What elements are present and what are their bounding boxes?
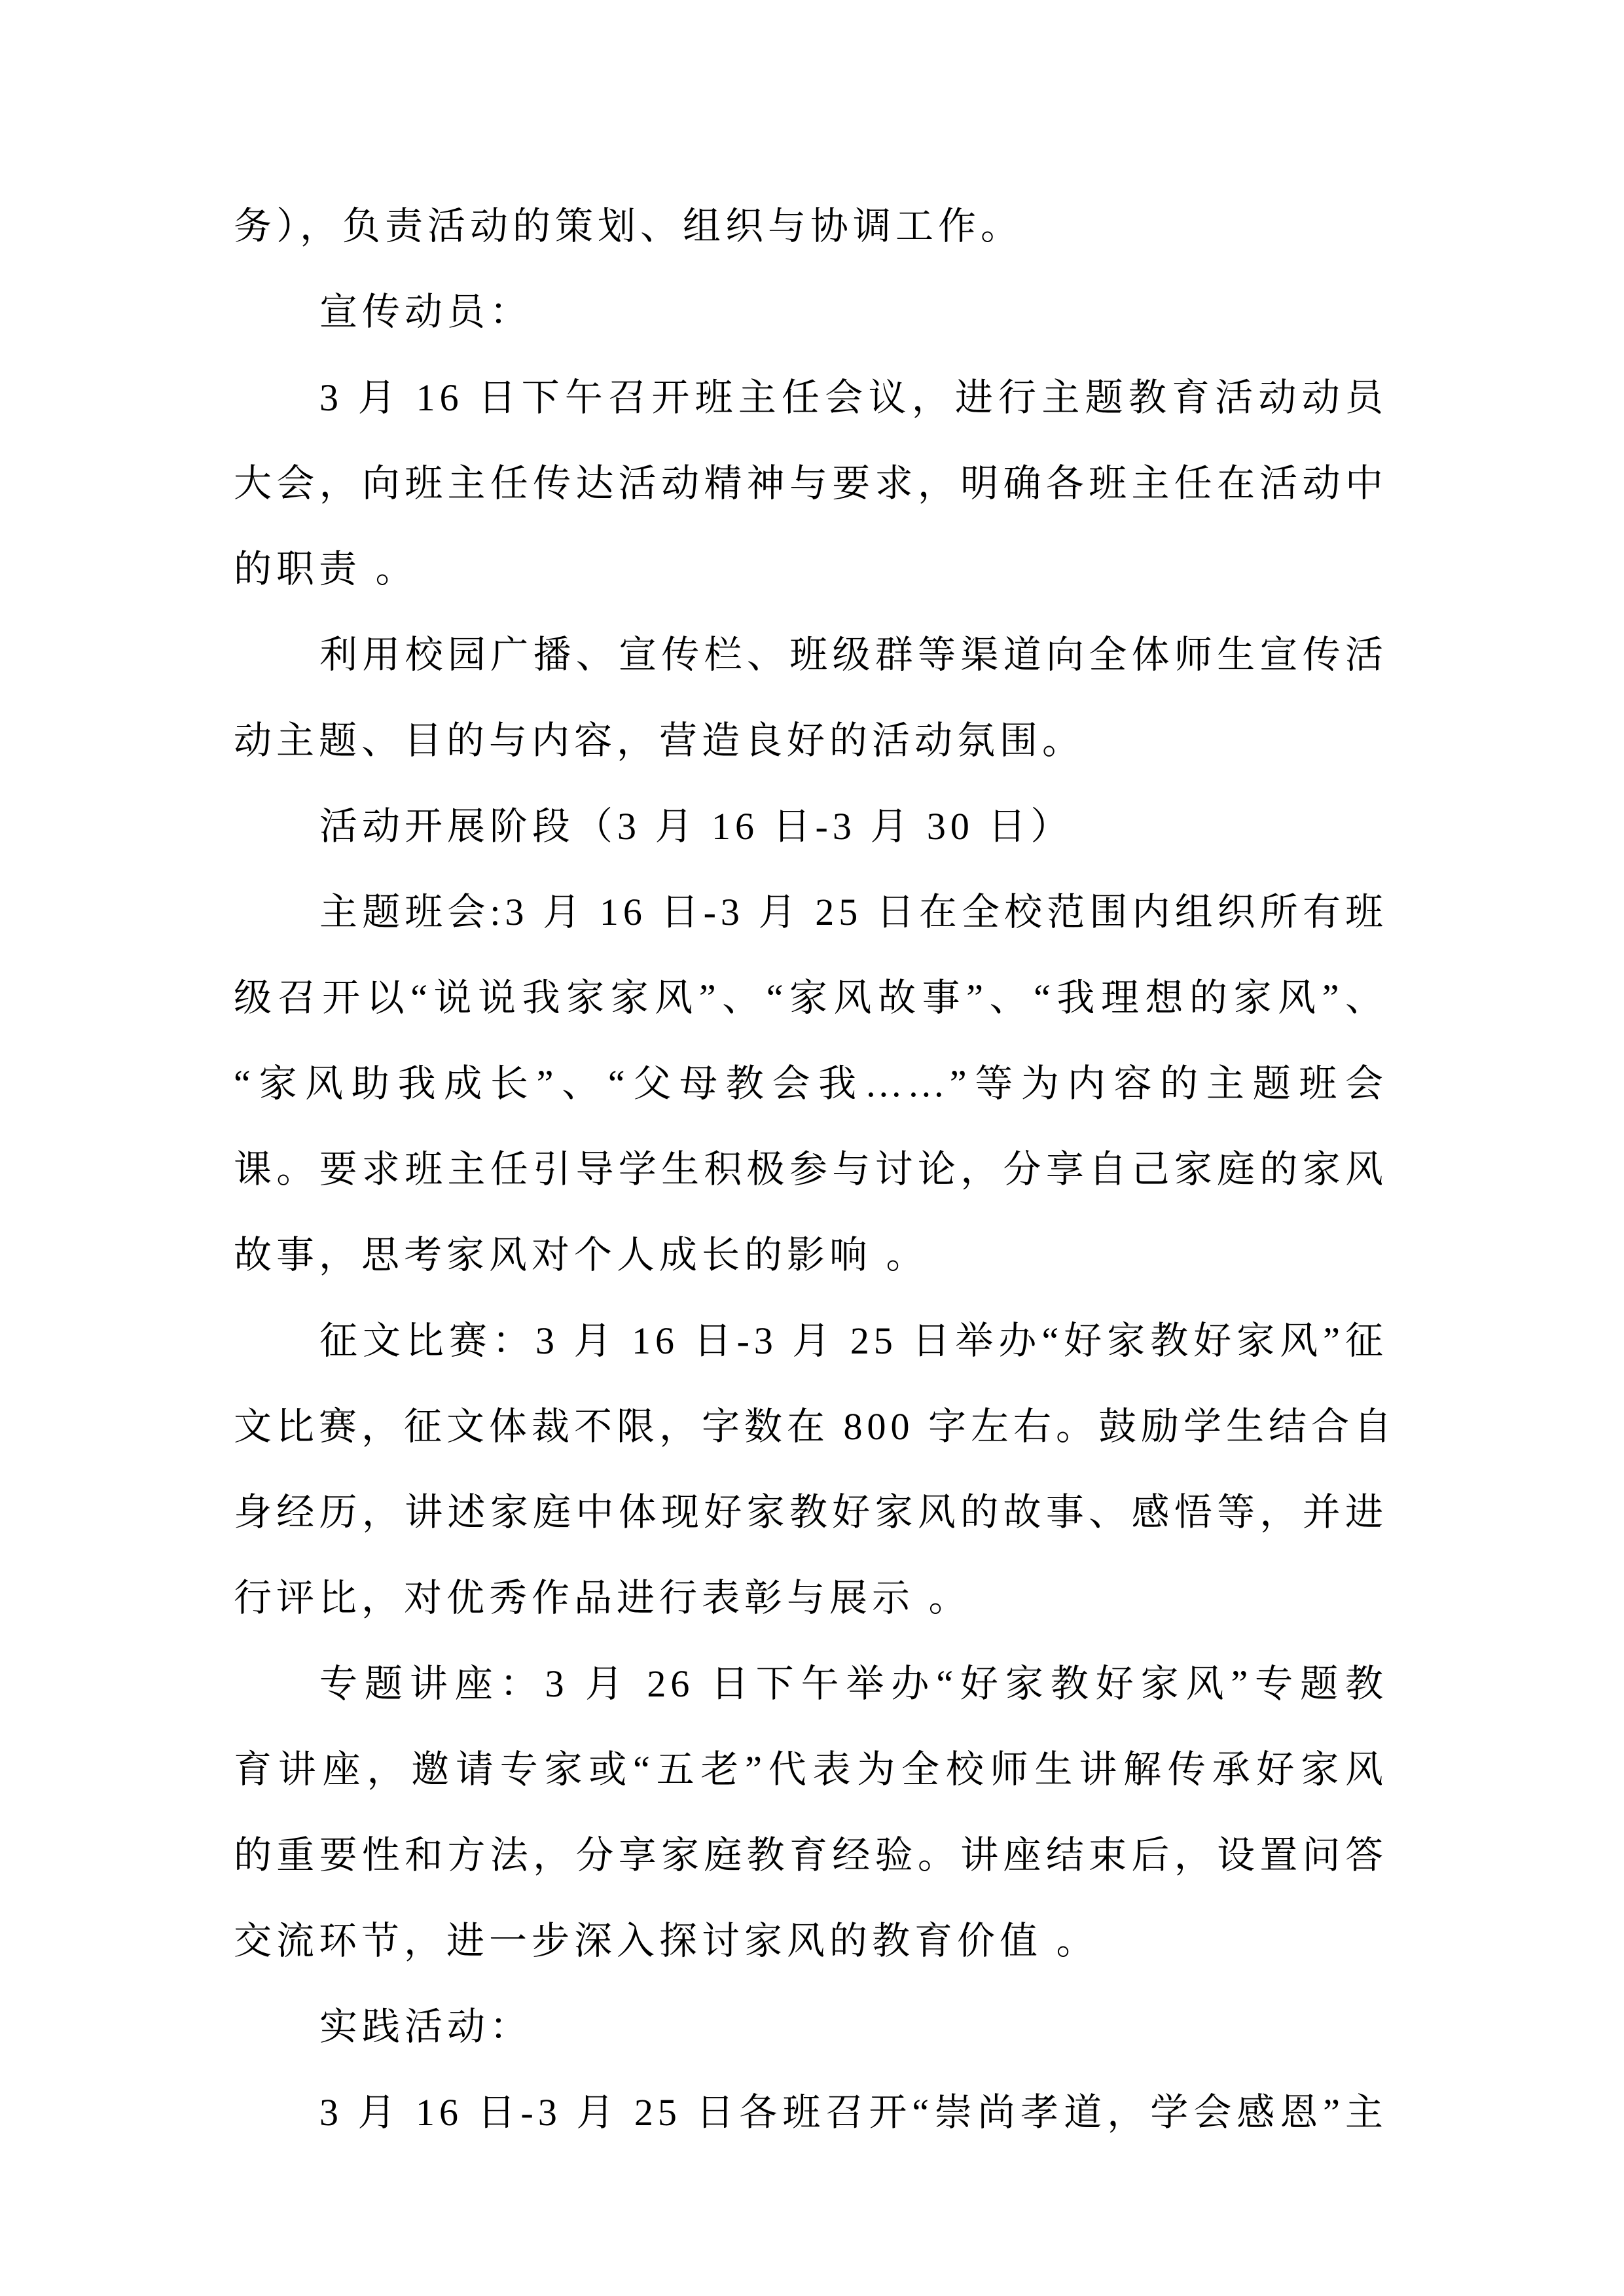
text-line: 征文比赛：3 月 16 日-3 月 25 日举办“好家教好家风”征 [319, 1319, 1388, 1362]
text-line: 大会，向班主任传达活动精神与要求，明确各班主任在活动中 [234, 462, 1388, 505]
text-line: 宣传动员： [319, 291, 533, 333]
text-line: 实践活动： [319, 2005, 533, 2048]
text-line: 身经历，讲述家庭中体现好家教好家风的故事、感悟等，并进 [234, 1491, 1388, 1534]
text-line: 课。要求班主任引导学生积极参与讨论，分享自己家庭的家风 [234, 1148, 1388, 1191]
text-line: 级召开以“说说我家家风”、“家风故事”、“我理想的家风”、 [234, 977, 1388, 1019]
text-line: 3 月 16 日下午召开班主任会议，进行主题教育活动动员 [319, 376, 1388, 419]
text-line: 利用校园广播、宣传栏、班级群等渠道向全体师生宣传活 [319, 634, 1388, 676]
text-line: 的重要性和方法，分享家庭教育经验。讲座结束后，设置问答 [234, 1834, 1388, 1876]
text-line: 专题讲座：3 月 26 日下午举办“好家教好家风”专题教 [319, 1662, 1388, 1705]
text-line: 故事，思考家风对个人成长的影响 。 [234, 1234, 929, 1276]
text-line: 活动开展阶段（3 月 16 日-3 月 30 日） [319, 805, 1074, 848]
text-line: 务），负责活动的策划、组织与协调工作。 [234, 205, 1024, 247]
text-line: 育讲座，邀请专家或“五老”代表为全校师生讲解传承好家风 [234, 1748, 1388, 1791]
text-line: 交流环节，进一步深入探讨家风的教育价值 。 [234, 1920, 1099, 1962]
text-line: “家风助我成长”、“父母教会我……”等为内容的主题班会 [234, 1062, 1388, 1105]
text-line: 行评比，对优秀作品进行表彰与展示 。 [234, 1577, 971, 1619]
text-line: 主题班会:3 月 16 日-3 月 25 日在全校范围内组织所有班 [319, 891, 1388, 933]
document-body [234, 183, 1397, 2155]
text-line: 3 月 16 日-3 月 25 日各班召开“崇尚孝道，学会感恩”主 [319, 2091, 1388, 2134]
text-line: 动主题、目的与内容，营造良好的活动氛围。 [234, 719, 1085, 762]
text-line: 文比赛，征文体裁不限，字数在 800 字左右。鼓励学生结合自 [234, 1405, 1397, 1448]
text-line: 的职责 。 [234, 548, 418, 590]
